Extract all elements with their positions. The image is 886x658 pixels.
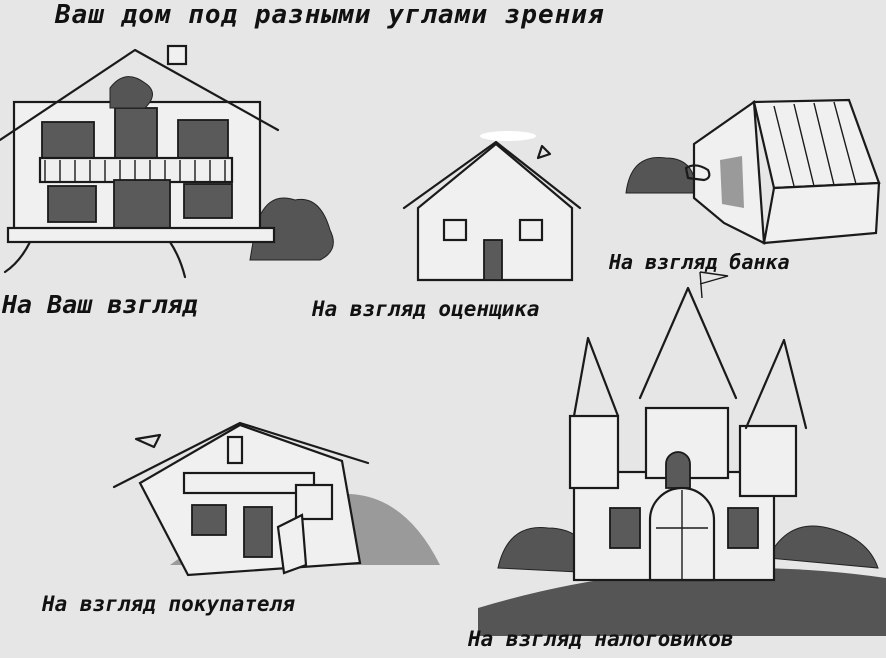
page-title: Ваш дом под разными углами зрения: [55, 0, 605, 30]
caption-buyer: На взгляд покупателя: [42, 592, 295, 616]
doghouse-illustration: [624, 98, 886, 250]
castle-illustration: [478, 268, 886, 636]
caption-bank: На взгляд банка: [609, 250, 790, 274]
fancy-house-illustration: [0, 40, 340, 280]
plain-house-illustration: [400, 128, 586, 283]
caption-tax: На взгляд налоговиков: [468, 627, 734, 651]
caption-appraiser: На взгляд оценщика: [312, 297, 540, 321]
ruined-house-illustration: [110, 415, 450, 590]
caption-yours: На Ваш взгляд: [2, 290, 198, 319]
